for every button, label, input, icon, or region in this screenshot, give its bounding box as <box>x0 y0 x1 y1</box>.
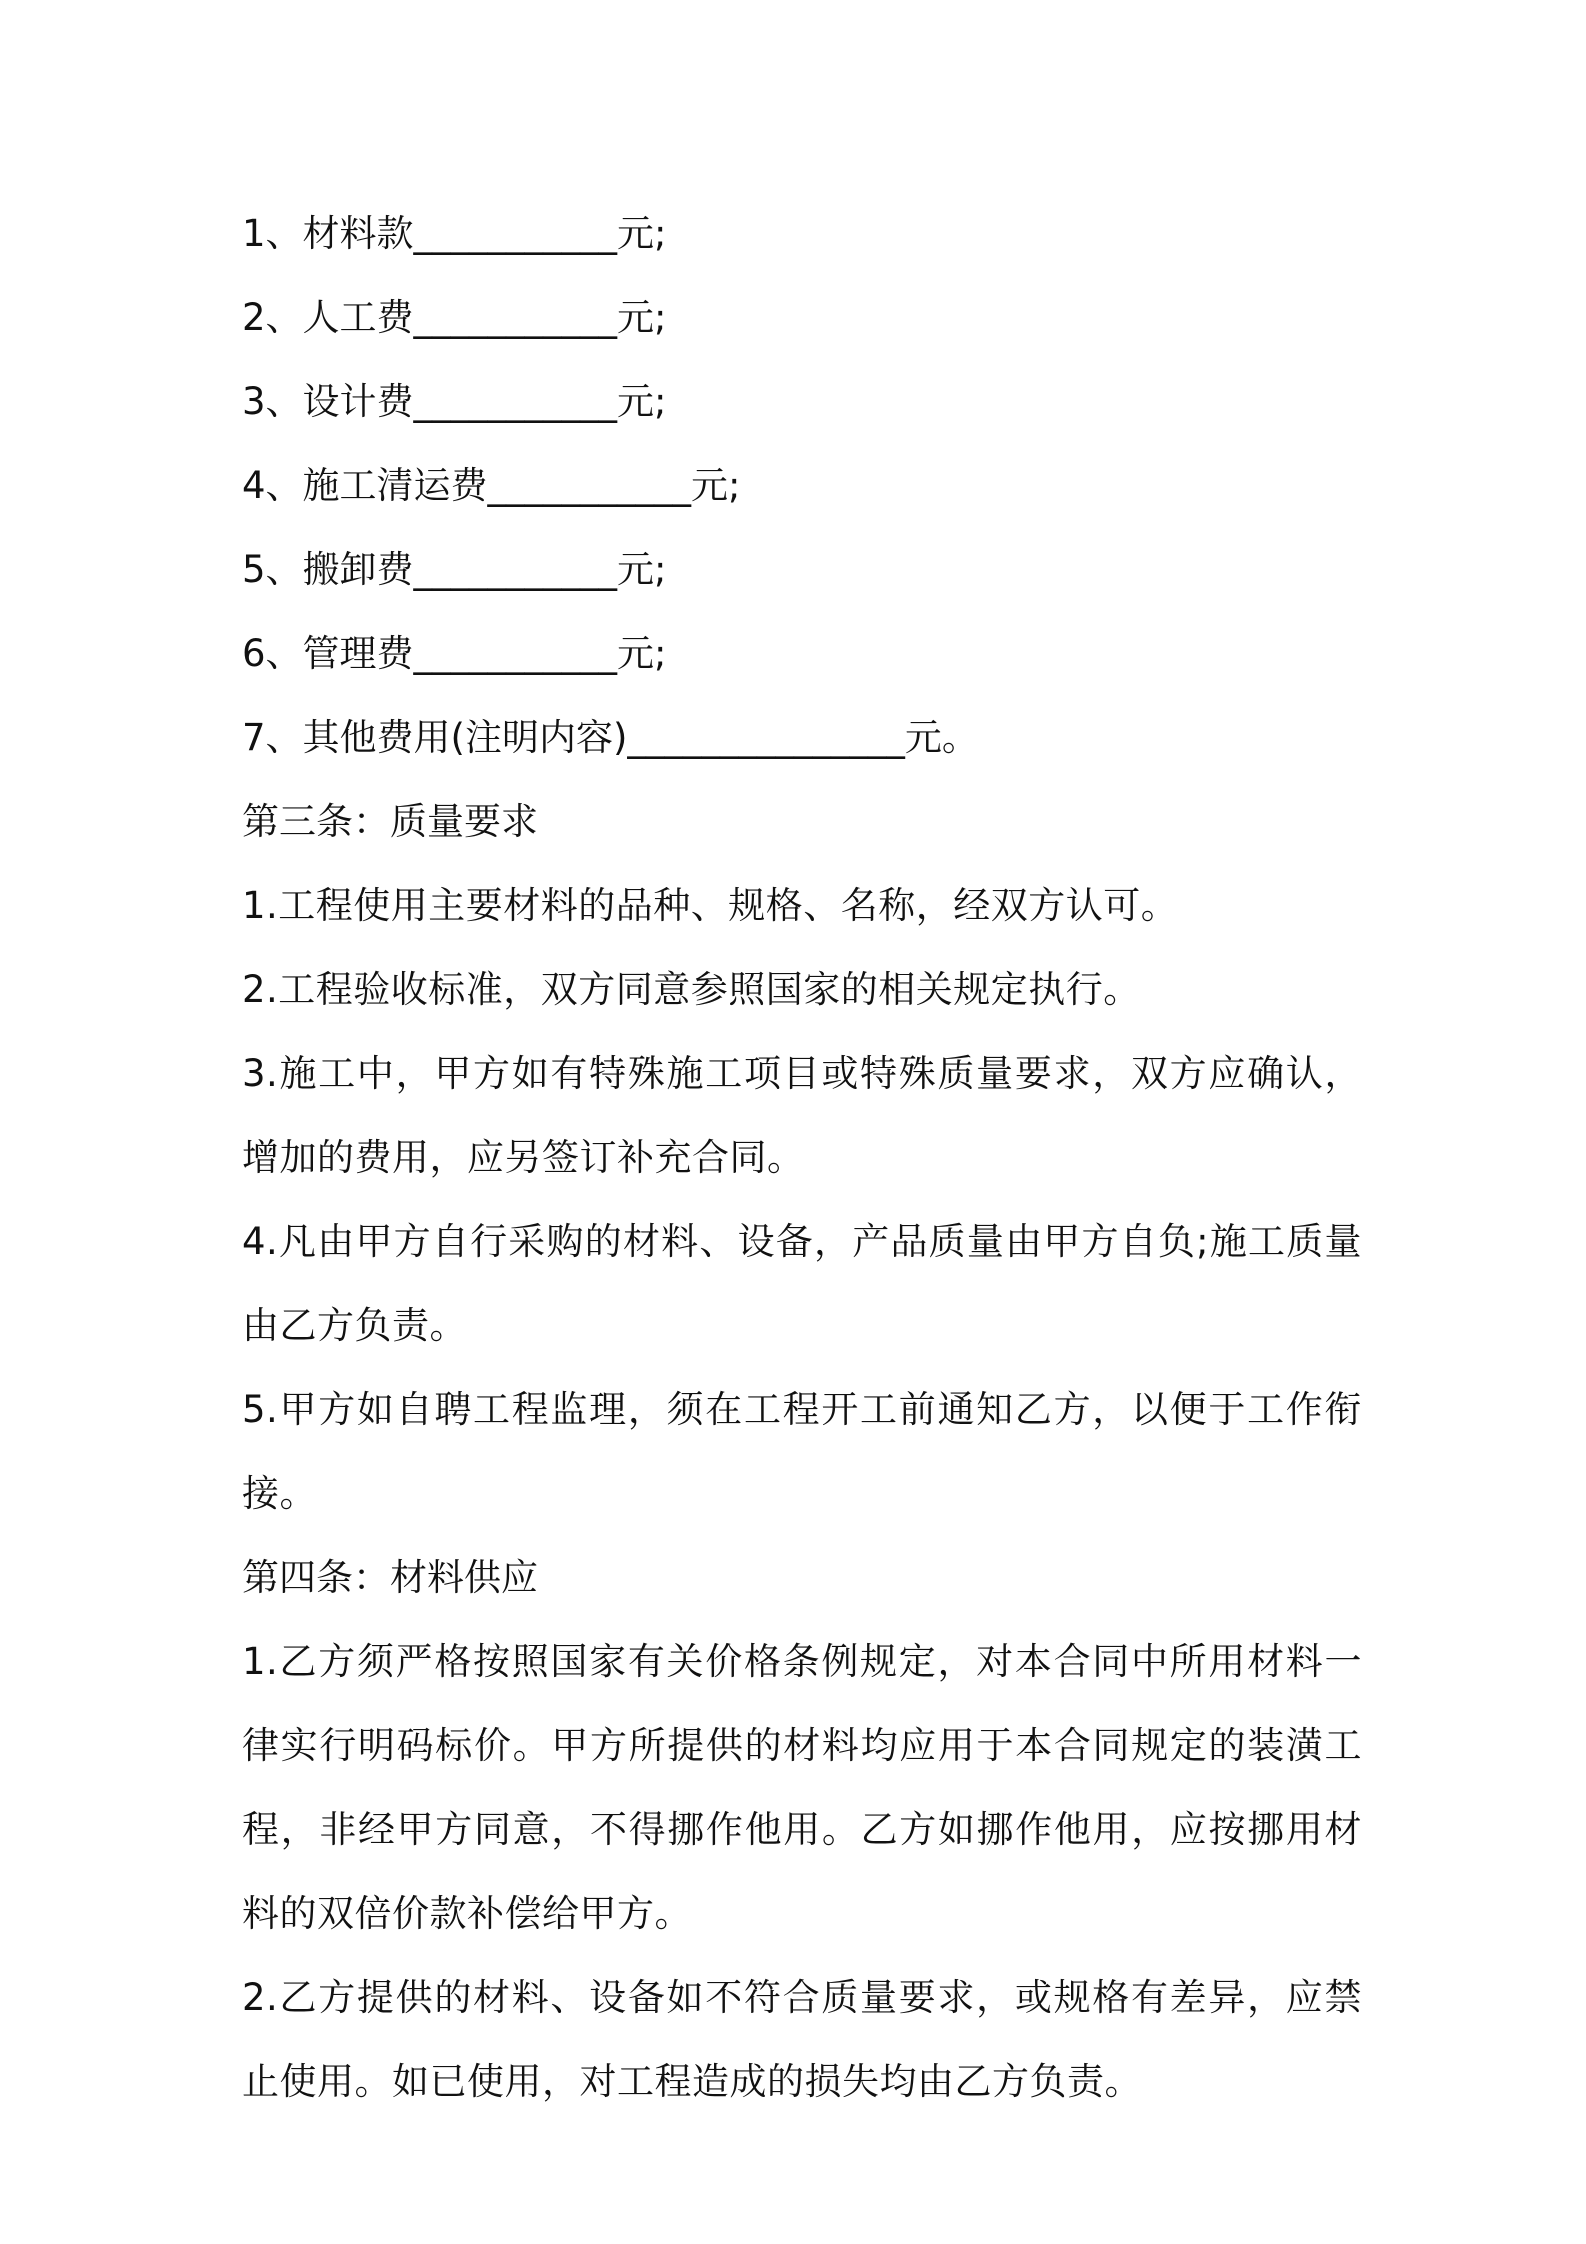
section3-paragraph-3: 3.施工中，甲方如有特殊施工项目或特殊质量要求，双方应确认，增加的费用，应另签订补充合同。 <box>242 1052 1362 1179</box>
fee-item-handling: 5、搬卸费___________元; <box>242 548 667 591</box>
section3-paragraph-1: 1.工程使用主要材料的品种、规格、名称，经双方认可。 <box>242 884 1179 927</box>
section3-paragraph-4: 4.凡由甲方自行采购的材料、设备，产品质量由甲方自负;施工质量由乙方负责。 <box>242 1220 1362 1347</box>
fee-item-cleanup: 4、施工清运费___________元; <box>242 464 741 507</box>
section3-paragraph-5: 5.甲方如自聘工程监理，须在工程开工前通知乙方，以便于工作衔接。 <box>242 1388 1362 1515</box>
section4-paragraph-1: 1.乙方须严格按照国家有关价格条例规定，对本合同中所用材料一律实行明码标价。甲方所提供的材料均应用于本合同规定的装潢工程，非经甲方同意，不得挪作他用。乙方如挪作他用，应按挪用材料的双倍价款补偿给甲方。 <box>242 1640 1362 1935</box>
document-body <box>242 192 1362 2124</box>
section3-heading: 第三条：质量要求 <box>242 800 538 843</box>
fee-item-management: 6、管理费___________元; <box>242 632 667 675</box>
section4-heading: 第四条：材料供应 <box>242 1556 538 1599</box>
fee-item-design: 3、设计费___________元; <box>242 380 667 423</box>
section3-paragraph-2: 2.工程验收标准，双方同意参照国家的相关规定执行。 <box>242 968 1141 1011</box>
fee-item-materials: 1、材料款___________元; <box>242 212 667 255</box>
section4-paragraph-2: 2.乙方提供的材料、设备如不符合质量要求，或规格有差异，应禁止使用。如已使用，对工程造成的损失均由乙方负责。 <box>242 1976 1362 2103</box>
fee-item-labor: 2、人工费___________元; <box>242 296 667 339</box>
fee-item-other: 7、其他费用(注明内容)_______________元。 <box>242 716 979 759</box>
